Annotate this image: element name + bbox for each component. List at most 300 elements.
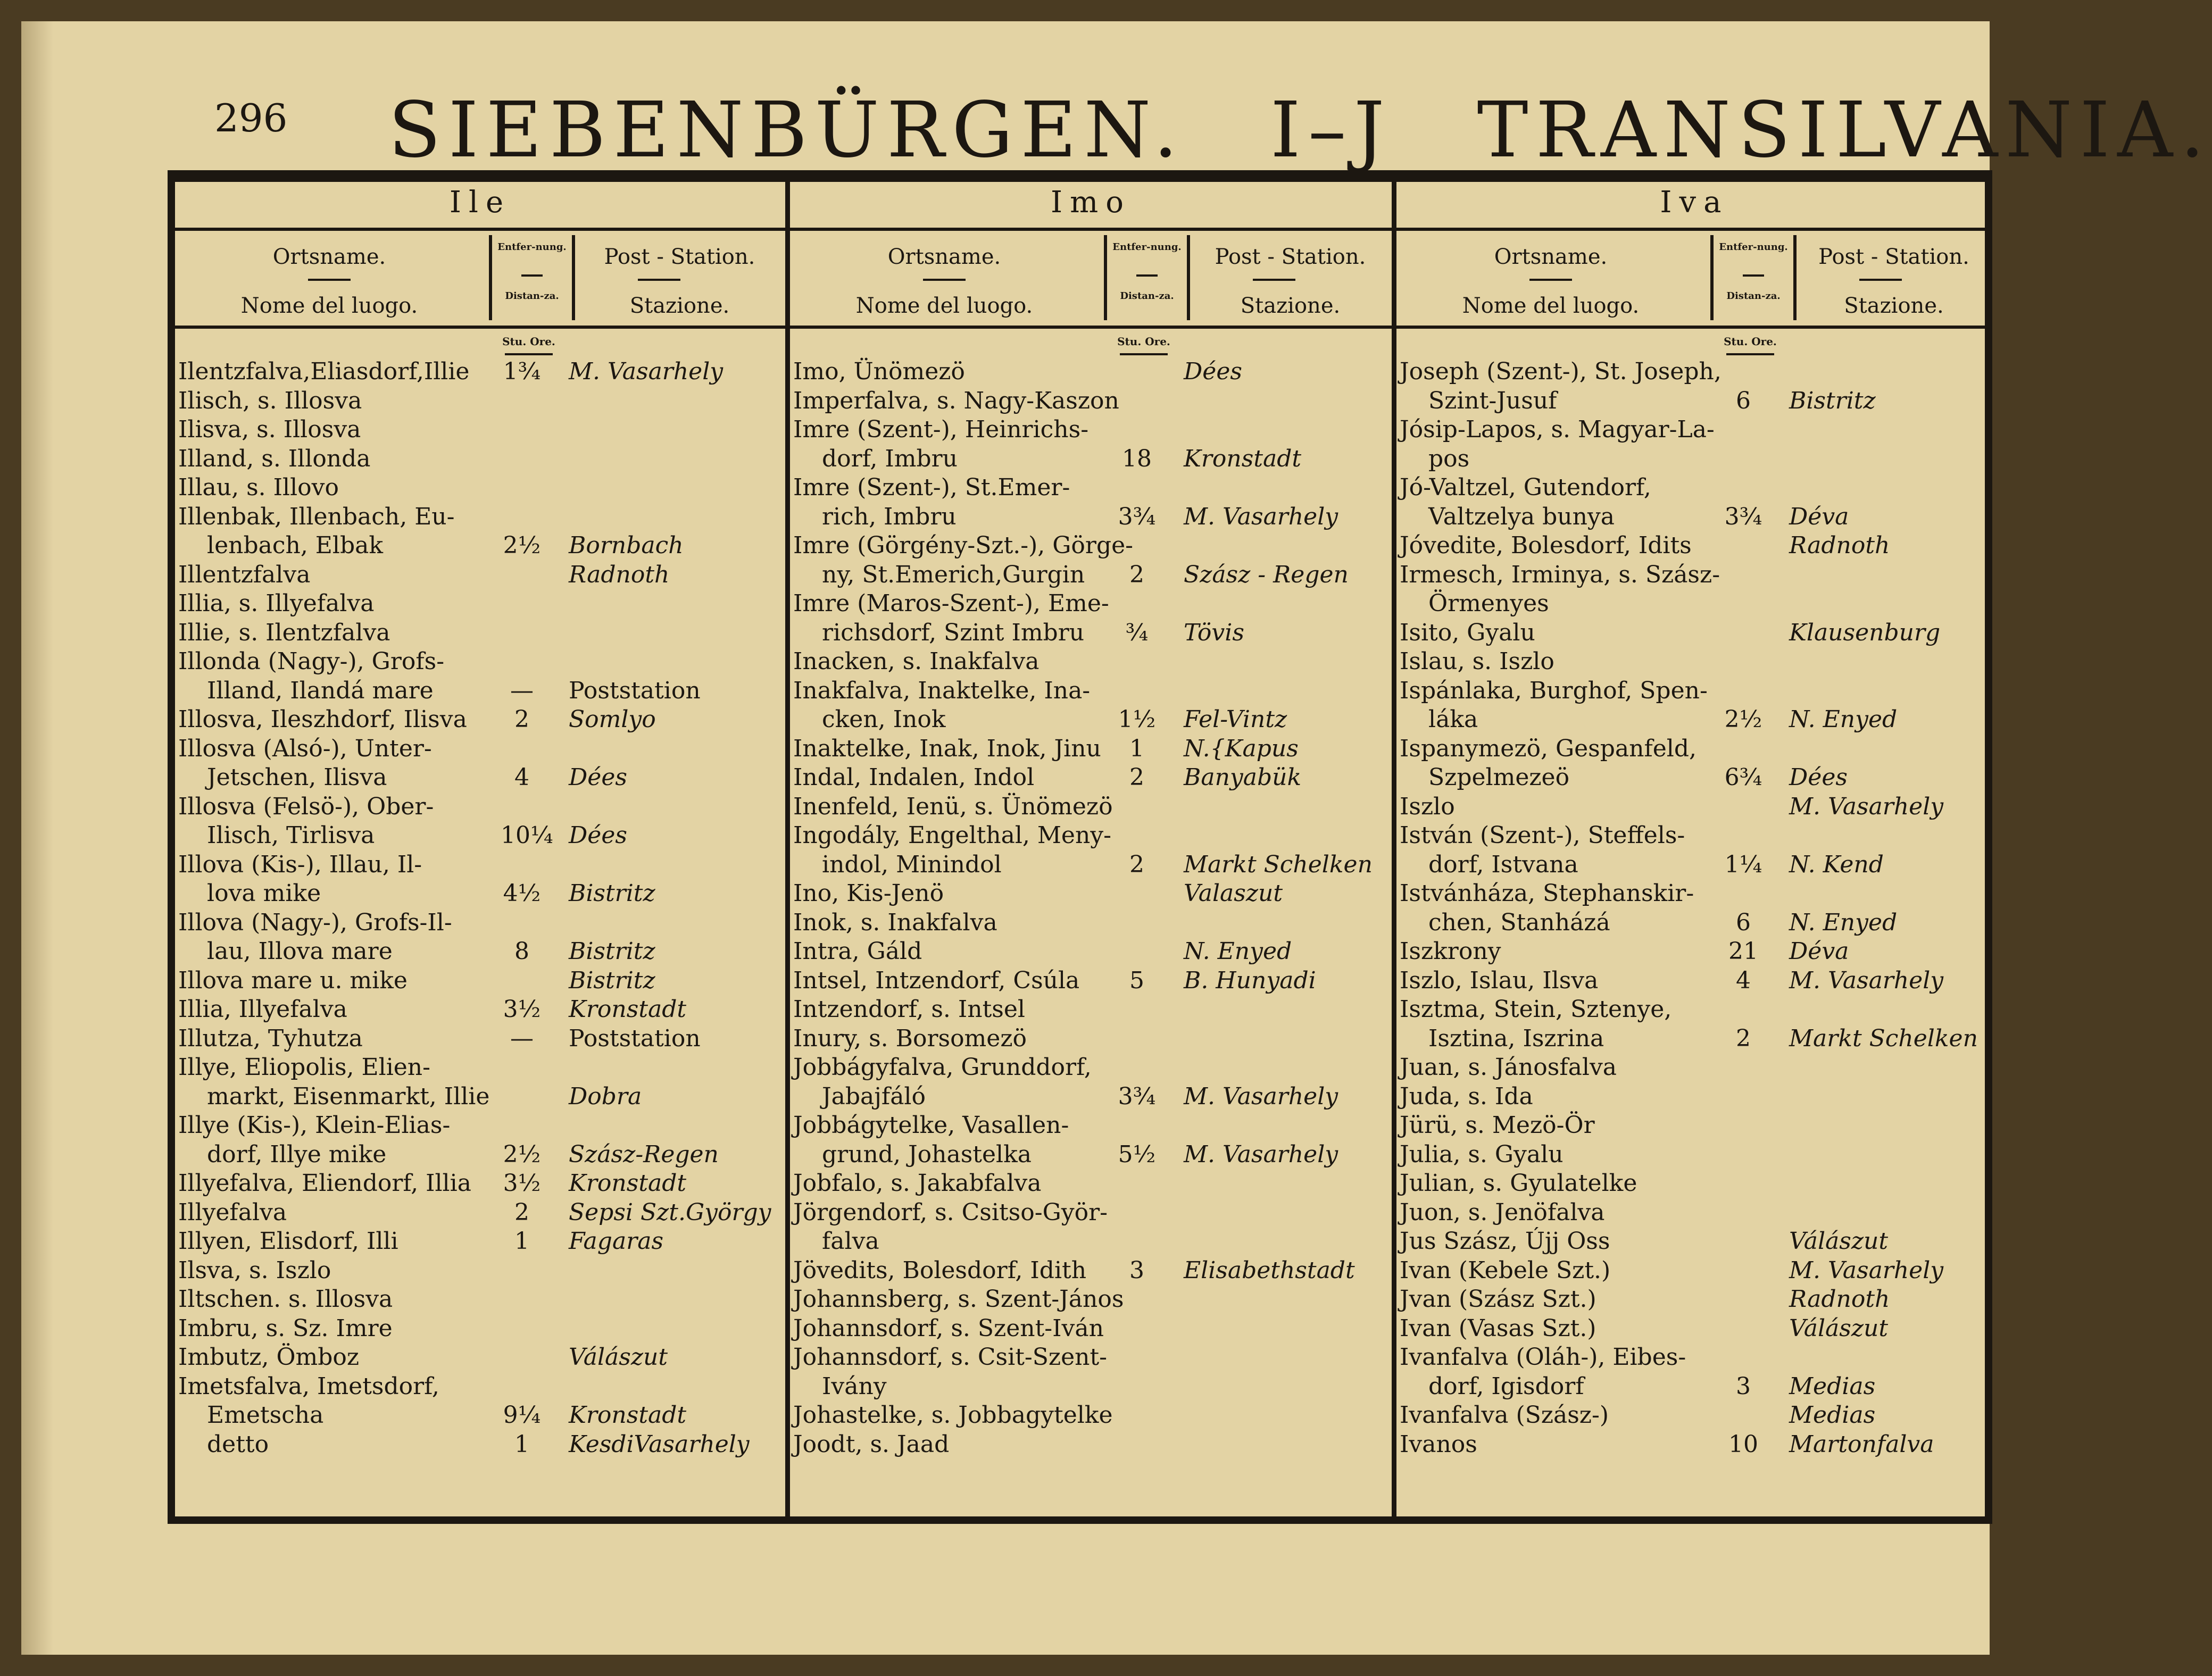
table-row: [175, 1343, 785, 1372]
rule: [1120, 353, 1168, 355]
place-name: Illentzfalva: [178, 561, 311, 588]
post-station: Válászut: [1789, 1228, 1889, 1255]
table-row: [175, 647, 785, 677]
place-name: Illau, s. Illovo: [178, 474, 339, 501]
table-row: [1396, 1111, 1992, 1140]
distance: 1: [514, 1228, 529, 1255]
table-row: [790, 937, 1392, 966]
column-subheader: [1396, 235, 1992, 320]
table-row: [175, 1285, 785, 1314]
table-row: [1396, 937, 1992, 966]
place-name: Illova mare u. mike: [178, 966, 408, 994]
table-row: [175, 589, 785, 619]
post-station: Fel-Vintz: [1184, 706, 1287, 733]
table-row: [790, 357, 1392, 387]
place-name: Szint-Jusuf: [1428, 387, 1557, 414]
post-station: Kronstadt: [569, 1170, 687, 1197]
place-name: Illyefalva: [178, 1198, 287, 1226]
post-station: M. Vasarhely: [1789, 1256, 1944, 1284]
post-station: Tövis: [1184, 619, 1244, 646]
distance: 3¾: [1118, 503, 1156, 530]
table-row: [1396, 793, 1992, 822]
book-page: [21, 21, 2212, 1655]
table-row: [790, 1314, 1392, 1344]
post-station: M. Vasarhely: [1184, 503, 1338, 530]
table-row: [175, 1082, 785, 1112]
table-row: [175, 966, 785, 996]
header-dist-it: Distan-za.: [1726, 290, 1781, 302]
rule: [1396, 326, 1992, 329]
table-row: [790, 1227, 1392, 1256]
place-name: dorf, Illye mike: [207, 1140, 387, 1168]
place-name: richsdorf, Szint Imbru: [822, 619, 1085, 646]
place-name: Ilentzfalva,Eliasdorf,Illie: [178, 358, 470, 385]
table-row: [1396, 1285, 1992, 1314]
place-name: Illye (Kis-), Klein-Elias-: [178, 1112, 451, 1139]
entry-list: [175, 357, 785, 1459]
post-station: Radnoth: [1789, 532, 1890, 559]
table-row: [1396, 445, 1992, 474]
place-name: Illyen, Elisdorf, Illi: [178, 1228, 398, 1255]
header-place-name: [175, 235, 484, 320]
distance: 2: [514, 1198, 529, 1226]
table-row: [790, 415, 1392, 445]
table-row: [1396, 619, 1992, 648]
post-station: Radnoth: [569, 561, 670, 588]
place-name: Illova (Nagy-), Grofs-Il-: [178, 908, 452, 936]
table-row: [175, 793, 785, 822]
distance: 2½: [503, 532, 541, 559]
post-station: M. Vasarhely: [1789, 966, 1944, 994]
place-name: Jörgendorf, s. Csitso-Györ-: [793, 1198, 1108, 1226]
place-name: Ivány: [822, 1372, 887, 1400]
post-station: N. Enyed: [1789, 908, 1898, 936]
table-row: [175, 705, 785, 735]
place-name: Johannsdorf, s. Szent-Iván: [793, 1314, 1104, 1342]
table-row: [790, 966, 1392, 996]
place-name: Joseph (Szent-), St. Joseph,: [1400, 358, 1722, 385]
place-name: Johastelke, s. Jobbagytelke: [793, 1402, 1113, 1429]
distance: 1: [1129, 735, 1144, 762]
place-name: detto: [207, 1430, 269, 1458]
distance: 2: [1736, 1024, 1751, 1052]
place-name: Inok, s. Inakfalva: [793, 908, 997, 936]
table-row: [175, 473, 785, 503]
post-station: Dées: [569, 764, 627, 791]
place-name: Ispanymezö, Gespanfeld,: [1400, 735, 1697, 762]
post-station: Radnoth: [1789, 1286, 1890, 1313]
place-name: Imbutz, Ömboz: [178, 1344, 360, 1371]
post-station: Elisabethstadt: [1184, 1256, 1355, 1284]
entry-list: [1396, 357, 1992, 1459]
table-row: [1396, 850, 1992, 880]
post-station: KesdiVasarhely: [569, 1430, 750, 1458]
table-row: [790, 1053, 1392, 1082]
table-row: [175, 995, 785, 1024]
place-name: Juan, s. Jánosfalva: [1400, 1054, 1617, 1081]
rule: [175, 228, 785, 231]
table-row: [1396, 1227, 1992, 1256]
post-station: M. Vasarhely: [1789, 793, 1944, 820]
place-name: Ispánlaka, Burghof, Spen-: [1400, 677, 1708, 704]
place-name: Intzendorf, s. Intsel: [793, 996, 1025, 1023]
post-station: Dées: [1789, 764, 1848, 791]
post-station: Fagaras: [569, 1228, 664, 1255]
header-post-station: [1189, 235, 1392, 320]
place-name: Juon, s. Jenöfalva: [1400, 1198, 1605, 1226]
place-name: Illie, s. Ilentzfalva: [178, 619, 390, 646]
distance: 3¾: [1118, 1082, 1156, 1110]
post-station: Válászut: [569, 1344, 668, 1371]
table-row: [175, 821, 785, 850]
place-name: ny, St.Emerich,Gurgin: [822, 561, 1085, 588]
header-distance: [1104, 235, 1190, 320]
place-name: lenbach, Elbak: [207, 532, 384, 559]
table-row: [1396, 473, 1992, 503]
table-row: [790, 1343, 1392, 1372]
table-row: [1396, 357, 1992, 387]
table-row: [790, 387, 1392, 416]
place-name: Imo, Ünömezö: [793, 358, 965, 385]
rule: [923, 279, 966, 281]
table-row: [790, 763, 1392, 793]
header-name-it: Nome del luogo.: [855, 294, 1033, 318]
place-name: Ilisch, Tirlisva: [207, 822, 375, 849]
table-row: [790, 503, 1392, 532]
distance: 2: [1129, 764, 1144, 791]
post-station: Klausenburg: [1789, 619, 1941, 646]
place-name: Emetscha: [207, 1402, 324, 1429]
heading-range: I–J: [1270, 85, 1392, 174]
table-row: [1396, 1082, 1992, 1112]
table-row: [175, 879, 785, 908]
distance: 1¾: [503, 358, 541, 385]
place-name: Illand, s. Illonda: [178, 445, 371, 472]
table-row: [175, 1111, 785, 1140]
table-row: [1396, 1053, 1992, 1082]
table-row: [790, 647, 1392, 677]
distance: 1¼: [1724, 850, 1762, 878]
post-station: Dées: [1184, 358, 1242, 385]
place-name: Valtzelya bunya: [1428, 503, 1615, 530]
place-name: Ivanos: [1400, 1430, 1477, 1458]
place-name: Imre (Szent-), St.Emer-: [793, 474, 1070, 501]
table-row: [790, 1430, 1392, 1460]
post-station: Válászut: [1789, 1314, 1889, 1342]
place-name: láka: [1428, 706, 1478, 733]
place-name: Jósip-Lapos, s. Magyar-La-: [1400, 416, 1715, 443]
place-name: Illye, Eliopolis, Elien-: [178, 1054, 431, 1081]
table-row: [790, 793, 1392, 822]
page-heading: [388, 85, 2212, 174]
post-station: Bornbach: [569, 532, 684, 559]
distance: 6: [1736, 387, 1751, 414]
distance: 3: [1736, 1372, 1751, 1400]
place-name: Illand, Ilandá mare: [207, 677, 434, 704]
place-name: Joodt, s. Jaad: [793, 1430, 950, 1458]
place-name: dorf, Istvana: [1428, 850, 1578, 878]
rule: [521, 274, 543, 277]
table-row: [1396, 763, 1992, 793]
table-row: [1396, 995, 1992, 1024]
header-post-de: Post - Station.: [604, 245, 755, 269]
table-row: [175, 763, 785, 793]
column-ile: [175, 182, 785, 1516]
table-row: [1396, 705, 1992, 735]
table-row: [175, 908, 785, 938]
header-post-it: Stazione.: [629, 294, 730, 318]
place-name: Inenfeld, Ienü, s. Ünömezö: [793, 793, 1113, 820]
post-station: M. Vasarhely: [1184, 1140, 1338, 1168]
place-name: grund, Johastelka: [822, 1140, 1032, 1168]
place-name: Jvan (Szász Szt.): [1400, 1286, 1596, 1313]
place-name: Illenbak, Illenbach, Eu-: [178, 503, 455, 530]
place-name: Szpelmezeö: [1428, 764, 1570, 791]
place-name: Iszlo, Islau, Ilsva: [1400, 966, 1599, 994]
table-row: [175, 1053, 785, 1082]
distance: 9¼: [503, 1402, 541, 1429]
place-name: Imre (Görgény-Szt.-), Görge-: [793, 532, 1134, 559]
table-row: [1396, 1256, 1992, 1286]
post-station: Kronstadt: [1184, 445, 1302, 472]
rule: [790, 228, 1392, 231]
place-name: Illosva, Ileszhdorf, Ilisva: [178, 706, 467, 733]
page-gutter: [21, 21, 53, 1655]
place-name: Ivan (Kebele Szt.): [1400, 1256, 1611, 1284]
distance: 2½: [503, 1140, 541, 1168]
place-name: pos: [1428, 445, 1470, 472]
table-row: [175, 937, 785, 966]
column-subheader: [790, 235, 1392, 320]
table-row: [175, 445, 785, 474]
table-row: [1396, 589, 1992, 619]
column-iva: [1396, 182, 1992, 1516]
place-name: Ilsva, s. Iszlo: [178, 1256, 331, 1284]
place-name: Örmenyes: [1428, 590, 1549, 617]
post-station: Bistritz: [569, 966, 655, 994]
place-name: Julia, s. Gyalu: [1400, 1140, 1564, 1168]
table-row: [175, 735, 785, 764]
table-row: [1396, 1314, 1992, 1344]
post-station: N.{Kapus: [1184, 735, 1299, 762]
post-station: Banyabük: [1184, 764, 1302, 791]
place-name: Ilisva, s. Illosva: [178, 416, 361, 443]
distance: 18: [1122, 445, 1152, 472]
table-row: [175, 357, 785, 387]
table-row: [175, 1314, 785, 1344]
post-station: Bistritz: [1789, 387, 1876, 414]
rule: [1529, 279, 1572, 281]
rule: [1136, 274, 1158, 277]
table-row: [1396, 908, 1992, 938]
post-station: Kronstadt: [569, 1402, 687, 1429]
place-name: Inury, s. Borsomezö: [793, 1024, 1027, 1052]
place-name: Inacken, s. Inakfalva: [793, 648, 1040, 675]
distance: 4½: [503, 880, 541, 907]
place-name: Isztina, Iszrina: [1428, 1024, 1604, 1052]
header-dist-it: Distan-za.: [505, 290, 559, 302]
place-name: Isito, Gyalu: [1400, 619, 1535, 646]
distance-unit: Stu. Ore.: [1117, 335, 1170, 348]
header-dist-de: Entfer-nung.: [1719, 241, 1788, 253]
place-name: Imbru, s. Sz. Imre: [178, 1314, 393, 1342]
table-row: [790, 677, 1392, 706]
post-station: Dées: [569, 822, 627, 849]
post-station: Markt Schelken: [1184, 850, 1373, 878]
table-row: [1396, 735, 1992, 764]
place-name: Illosva (Alsó-), Unter-: [178, 735, 432, 762]
table-row: [790, 473, 1392, 503]
table-row: [1396, 677, 1992, 706]
table-row: [790, 1198, 1392, 1228]
post-station: M. Vasarhely: [569, 358, 724, 385]
post-station: Bistritz: [569, 938, 655, 965]
post-station: Poststation: [569, 1024, 701, 1052]
table-row: [175, 387, 785, 416]
place-name: Ivan (Vasas Szt.): [1400, 1314, 1596, 1342]
place-name: Islau, s. Iszlo: [1400, 648, 1554, 675]
rule: [1743, 274, 1764, 277]
place-name: Johannsdorf, s. Csit-Szent-: [793, 1344, 1108, 1371]
place-name: lau, Illova mare: [207, 938, 393, 965]
post-station: Dobra: [569, 1082, 642, 1110]
place-name: Ino, Kis-Jenö: [793, 880, 944, 907]
place-name: Isztma, Stein, Sztenye,: [1400, 996, 1672, 1023]
table-row: [790, 1024, 1392, 1054]
post-station: Szász - Regen: [1184, 561, 1349, 588]
place-name: dorf, Igisdorf: [1428, 1372, 1584, 1400]
place-name: Iszlo: [1400, 793, 1455, 820]
column-title: Iva: [1660, 185, 1729, 220]
table-row: [1396, 1140, 1992, 1170]
header-name-de: Ortsname.: [272, 245, 386, 269]
post-station: Kronstadt: [569, 996, 687, 1023]
table-row: [175, 1169, 785, 1198]
table-row: [790, 1401, 1392, 1430]
place-name: Ivanfalva (Oláh-), Eibes-: [1400, 1344, 1686, 1371]
place-name: Inaktelke, Inak, Inok, Jinu: [793, 735, 1101, 762]
place-name: Irmesch, Irminya, s. Szász-: [1400, 561, 1720, 588]
table-row: [1396, 821, 1992, 850]
table-row: [790, 1140, 1392, 1170]
post-station: N. Kend: [1789, 850, 1884, 878]
header-place-name: [1396, 235, 1705, 320]
post-station: Bistritz: [569, 880, 655, 907]
table-row: [175, 677, 785, 706]
table-row: [790, 1169, 1392, 1198]
place-name: Jus Szász, Újj Oss: [1400, 1228, 1610, 1255]
table-row: [790, 735, 1392, 764]
header-post-de: Post - Station.: [1818, 245, 1969, 269]
header-name-de: Ortsname.: [887, 245, 1001, 269]
place-name: Illutza, Tyhutza: [178, 1024, 363, 1052]
rule: [505, 353, 553, 355]
distance-unit: Stu. Ore.: [1724, 335, 1777, 348]
place-name: Intra, Gáld: [793, 938, 922, 965]
rule: [1726, 353, 1774, 355]
distance: 10: [1728, 1430, 1758, 1458]
table-row: [790, 1372, 1392, 1402]
post-station: Medias: [1789, 1402, 1876, 1429]
table-row: [1396, 561, 1992, 590]
header-name-it: Nome del luogo.: [240, 294, 418, 318]
place-name: Jabajfáló: [822, 1082, 926, 1110]
table-row: [790, 1111, 1392, 1140]
distance: 6¾: [1724, 764, 1762, 791]
table-row: [790, 705, 1392, 735]
place-name: Imetsfalva, Imetsdorf,: [178, 1372, 439, 1400]
post-station: Somlyo: [569, 706, 656, 733]
header-post-it: Stazione.: [1844, 294, 1944, 318]
table-row: [1396, 1401, 1992, 1430]
place-name: Imperfalva, s. Nagy-Kaszon: [793, 387, 1119, 414]
distance: 3: [1129, 1256, 1144, 1284]
table-row: [1396, 647, 1992, 677]
table-row: [1396, 1198, 1992, 1228]
table-row: [790, 1082, 1392, 1112]
place-name: cken, Inok: [822, 706, 946, 733]
rule: [308, 279, 351, 281]
place-name: Jetschen, Ilisva: [207, 764, 387, 791]
column-divider: [1392, 182, 1396, 1516]
distance: 2: [1129, 561, 1144, 588]
place-name: Ilisch, s. Illosva: [178, 387, 362, 414]
table-row: [175, 1256, 785, 1286]
place-name: Intsel, Intzendorf, Csúla: [793, 966, 1080, 994]
distance: 3½: [503, 1170, 541, 1197]
header-place-name: [790, 235, 1099, 320]
column-subheader: [175, 235, 785, 320]
table-row: [1396, 387, 1992, 416]
table-row: [175, 1430, 785, 1460]
table-row: [1396, 531, 1992, 561]
gazetteer-table: [168, 170, 1992, 1524]
place-name: chen, Stanházá: [1428, 908, 1610, 936]
place-name: Ivanfalva (Szász-): [1400, 1402, 1609, 1429]
rule: [638, 279, 680, 281]
table-row: [1396, 1372, 1992, 1402]
heading-italian: TRANSILVANIA.: [1477, 85, 2212, 174]
column-imo: [790, 182, 1392, 1516]
place-name: Illia, Illyefalva: [178, 996, 347, 1023]
place-name: lova mike: [207, 880, 321, 907]
post-station: N. Enyed: [1789, 706, 1898, 733]
header-post-station: [574, 235, 785, 320]
header-name-it: Nome del luogo.: [1462, 294, 1640, 318]
distance: 8: [514, 938, 529, 965]
header-distance: [489, 235, 575, 320]
post-station: Poststation: [569, 677, 701, 704]
rule: [1396, 228, 1992, 231]
place-name: Julian, s. Gyulatelke: [1400, 1170, 1637, 1197]
table-row: [175, 1372, 785, 1402]
table-row: [1396, 1169, 1992, 1198]
distance: 5: [1129, 966, 1144, 994]
table-row: [1396, 415, 1992, 445]
place-name: rich, Imbru: [822, 503, 957, 530]
place-name: Illia, s. Illyefalva: [178, 590, 375, 617]
table-row: [175, 415, 785, 445]
table-row: [790, 619, 1392, 648]
distance: 5½: [1118, 1140, 1156, 1168]
table-row: [175, 1198, 785, 1228]
distance: 2: [1129, 850, 1144, 878]
distance: 1½: [1118, 706, 1156, 733]
header-dist-it: Distan-za.: [1120, 290, 1174, 302]
column-title: Imo: [1051, 185, 1131, 220]
header-dist-de: Entfer-nung.: [497, 241, 567, 253]
post-station: Szász-Regen: [569, 1140, 719, 1168]
